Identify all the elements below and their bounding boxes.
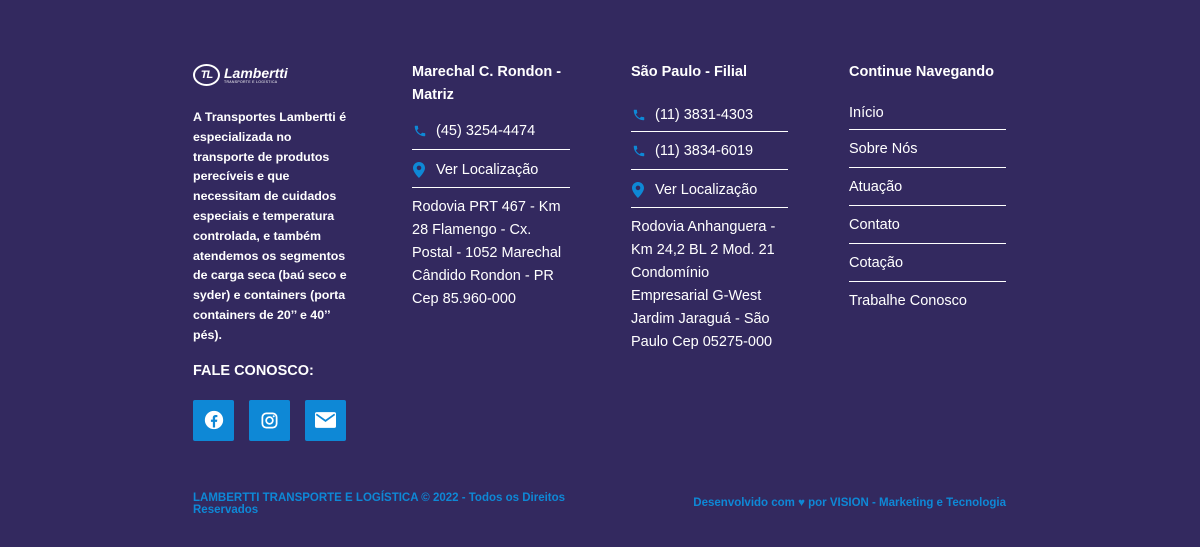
map-pin-icon	[632, 182, 644, 203]
nav-title: Continue Navegando	[849, 64, 995, 80]
logo-subtitle: TRANSPORTE E LOGÍSTICA	[224, 79, 278, 84]
filial-location-label: Ver Localização	[655, 182, 758, 198]
filial-phone-2[interactable]	[631, 132, 788, 170]
social-links	[193, 400, 353, 441]
filial-location-link[interactable]	[631, 170, 788, 208]
nav-link-cotacao[interactable]: Cotação	[849, 244, 1006, 282]
copyright-text: LAMBERTTI TRANSPORTE E LOGÍSTICA © 2022 - Todos os Direitos Reservados	[193, 492, 566, 516]
filial-column	[631, 62, 788, 354]
nav-link-atuacao[interactable]: Atuação	[849, 168, 1006, 206]
instagram-icon	[260, 411, 279, 430]
instagram-button[interactable]	[249, 400, 290, 441]
map-pin-icon	[413, 162, 425, 183]
matriz-location-link[interactable]	[412, 150, 570, 188]
nav-link-sobre-nos[interactable]: Sobre Nós	[849, 130, 1006, 168]
facebook-button[interactable]	[193, 400, 234, 441]
logo-name: Lambertti	[224, 64, 288, 81]
email-button[interactable]	[305, 400, 346, 441]
logo-mark: TL	[193, 64, 220, 86]
fale-conosco-title: FALE CONOSCO:	[193, 362, 314, 379]
about-column	[193, 62, 353, 441]
nav-list	[849, 96, 1006, 320]
filial-phone-2-text: (11) 3834-6019	[655, 142, 754, 159]
nav-link-inicio[interactable]: Início	[849, 96, 1006, 130]
phone-icon	[631, 144, 646, 158]
nav-link-contato[interactable]: Contato	[849, 206, 1006, 244]
filial-phone-1[interactable]	[631, 98, 788, 132]
matriz-column	[412, 62, 570, 311]
nav-link-trabalhe-conosco[interactable]: Trabalhe Conosco	[849, 293, 967, 309]
matriz-address: Rodovia PRT 467 - Km 28 Flamengo - Cx. Postal - 1052 Marechal Cândido Rondon - PR Cep 85.960-000	[412, 199, 562, 307]
matriz-phone[interactable]	[412, 112, 570, 150]
filial-title: São Paulo - Filial	[631, 64, 748, 80]
facebook-icon	[204, 410, 224, 430]
envelope-icon	[315, 412, 336, 428]
developer-credits-link[interactable]: Desenvolvido com ♥ por VISION - Marketing e Tecnologia	[693, 497, 1006, 509]
nav-column	[849, 62, 1006, 320]
filial-address: Rodovia Anhanguera - Km 24,2 BL 2 Mod. 21 Condomínio Empresarial G-West Jardim Jaraguá - São Paulo Cep 05275-000	[631, 219, 776, 350]
about-text: A Transportes Lambertti é especializada no transporte de produtos perecíveis e que necessitam de cuidados especiais e temperatura controlada, e também atendemos os segmentos de carga seca (baú seco e syder) e containers (porta containers de 20’’ e 40’’ pés).	[193, 110, 347, 342]
company-logo[interactable]	[193, 62, 353, 88]
filial-phone-1-text: (11) 3831-4303	[655, 106, 754, 123]
matriz-location-label: Ver Localização	[436, 162, 539, 178]
phone-icon	[412, 124, 427, 138]
matriz-title: Marechal C. Rondon - Matriz	[412, 64, 562, 103]
matriz-phone-text: (45) 3254-4474	[436, 122, 536, 139]
phone-icon	[631, 108, 646, 122]
